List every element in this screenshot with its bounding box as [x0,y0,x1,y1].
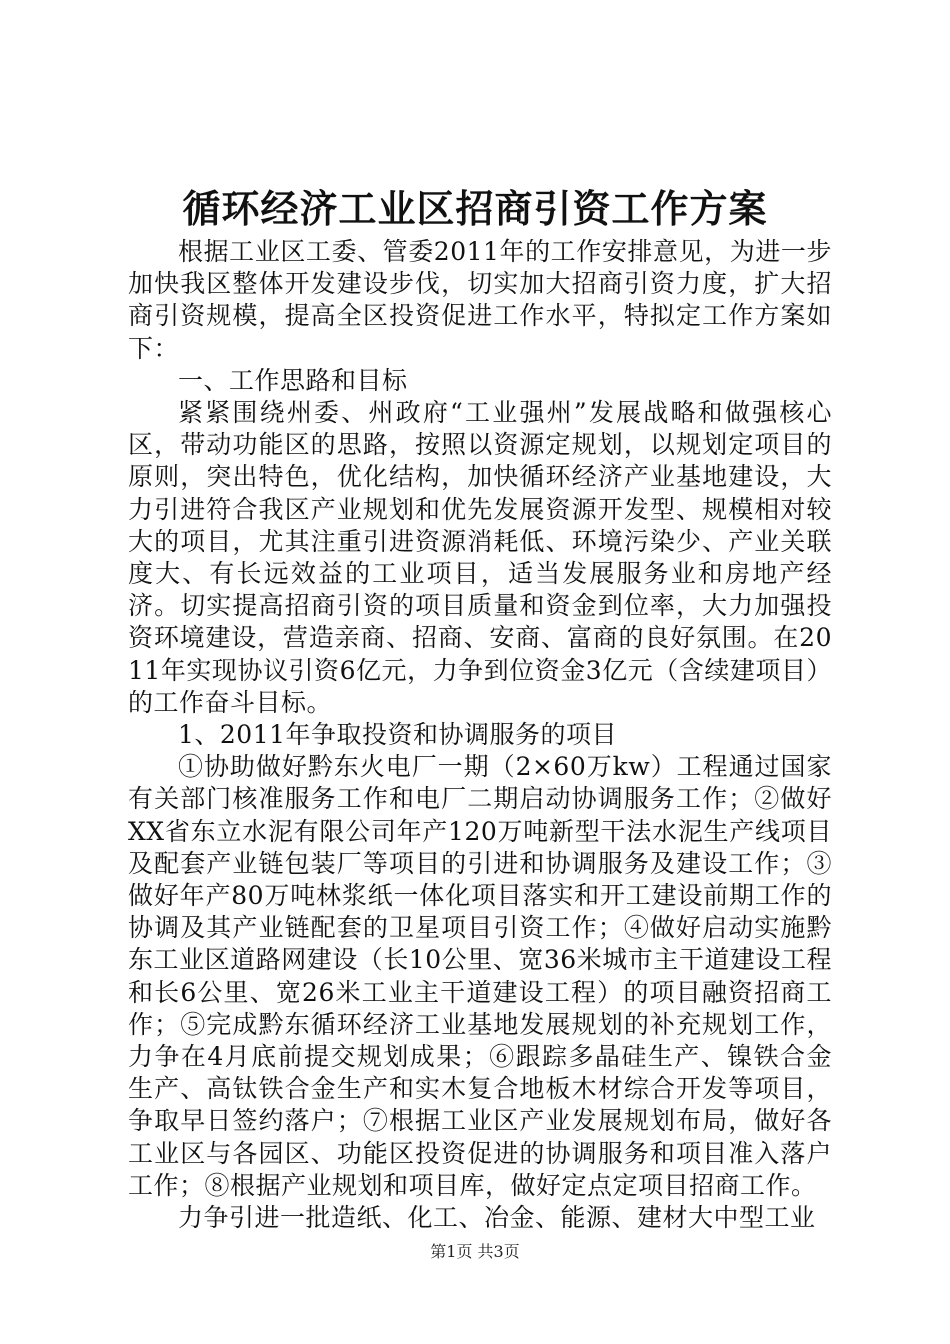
paragraph-projects: ①协助做好黔东火电厂一期（2×60万kw）工程通过国家有关部门核准服务工作和电厂二期启动协调服务工作；②做好XX省东立水泥有限公司年产120万吨新型干法水泥生产线项目及配套产业链包装厂等项目的引进和协调服务及建设工作；③做好年产80万吨林浆纸一体化项目落实和开工建设前期工作的协调及其产业链配套的卫星项目引资工作；④做好启动实施黔东工业区道路网建设（长10公里、宽36米城市主干道建设工程和长6公里、宽26米工业主干道建设工程）的项目融资招商工作；⑤完成黔东循环经济工业基地发展规划的补充规划工作，力争在4月底前提交规划成果；⑥跟踪多晶硅生产、镍铁合金生产、高钛铁合金生产和实木复合地板木材综合开发等项目，争取早日签约落户；⑦根据工业区产业发展规划布局，做好各工业区与各园区、功能区投资促进的协调服务和项目准入落户工作；⑧根据产业规划和项目库，做好定点定项目招商工作。 [128,752,832,1200]
document-body [128,236,832,1234]
paragraph-goals: 紧紧围绕州委、州政府“工业强州”发展战略和做强核心区，带动功能区的思路，按照以资源定规划，以规划定项目的原则，突出特色，优化结构，加快循环经济产业基地建设，大力引进符合我区产业规划和优先发展资源开发型、规模相对较大的项目，尤其注重引进资源消耗低、环境污染少、产业关联度大、有长远效益的工业项目，适当发展服务业和房地产经济。切实提高招商引资的项目质量和资金到位率，大力加强投资环境建设，营造亲商、招商、安商、富商的良好氛围。在2011年实现协议引资6亿元，力争到位资金3亿元（含续建项目）的工作奋斗目标。 [128,398,832,717]
subsection-heading-1: 1、2011年争取投资和协调服务的项目 [178,720,618,750]
document-title: 循环经济工业区招商引资工作方案 [182,186,768,231]
paragraph-intro: 根据工业区工委、管委2011年的工作安排意见，为进一步加快我区整体开发建设步伐，切实加大招商引资力度，扩大招商引资规模，提高全区投资促进工作水平，特拟定工作方案如下： [128,237,832,363]
page-indicator: 第1页 共3页 [430,1242,520,1261]
paragraph-continued: 力争引进一批造纸、化工、冶金、能源、建材大中型工业 [178,1203,816,1233]
section-heading-1: 一、工作思路和目标 [178,365,408,395]
